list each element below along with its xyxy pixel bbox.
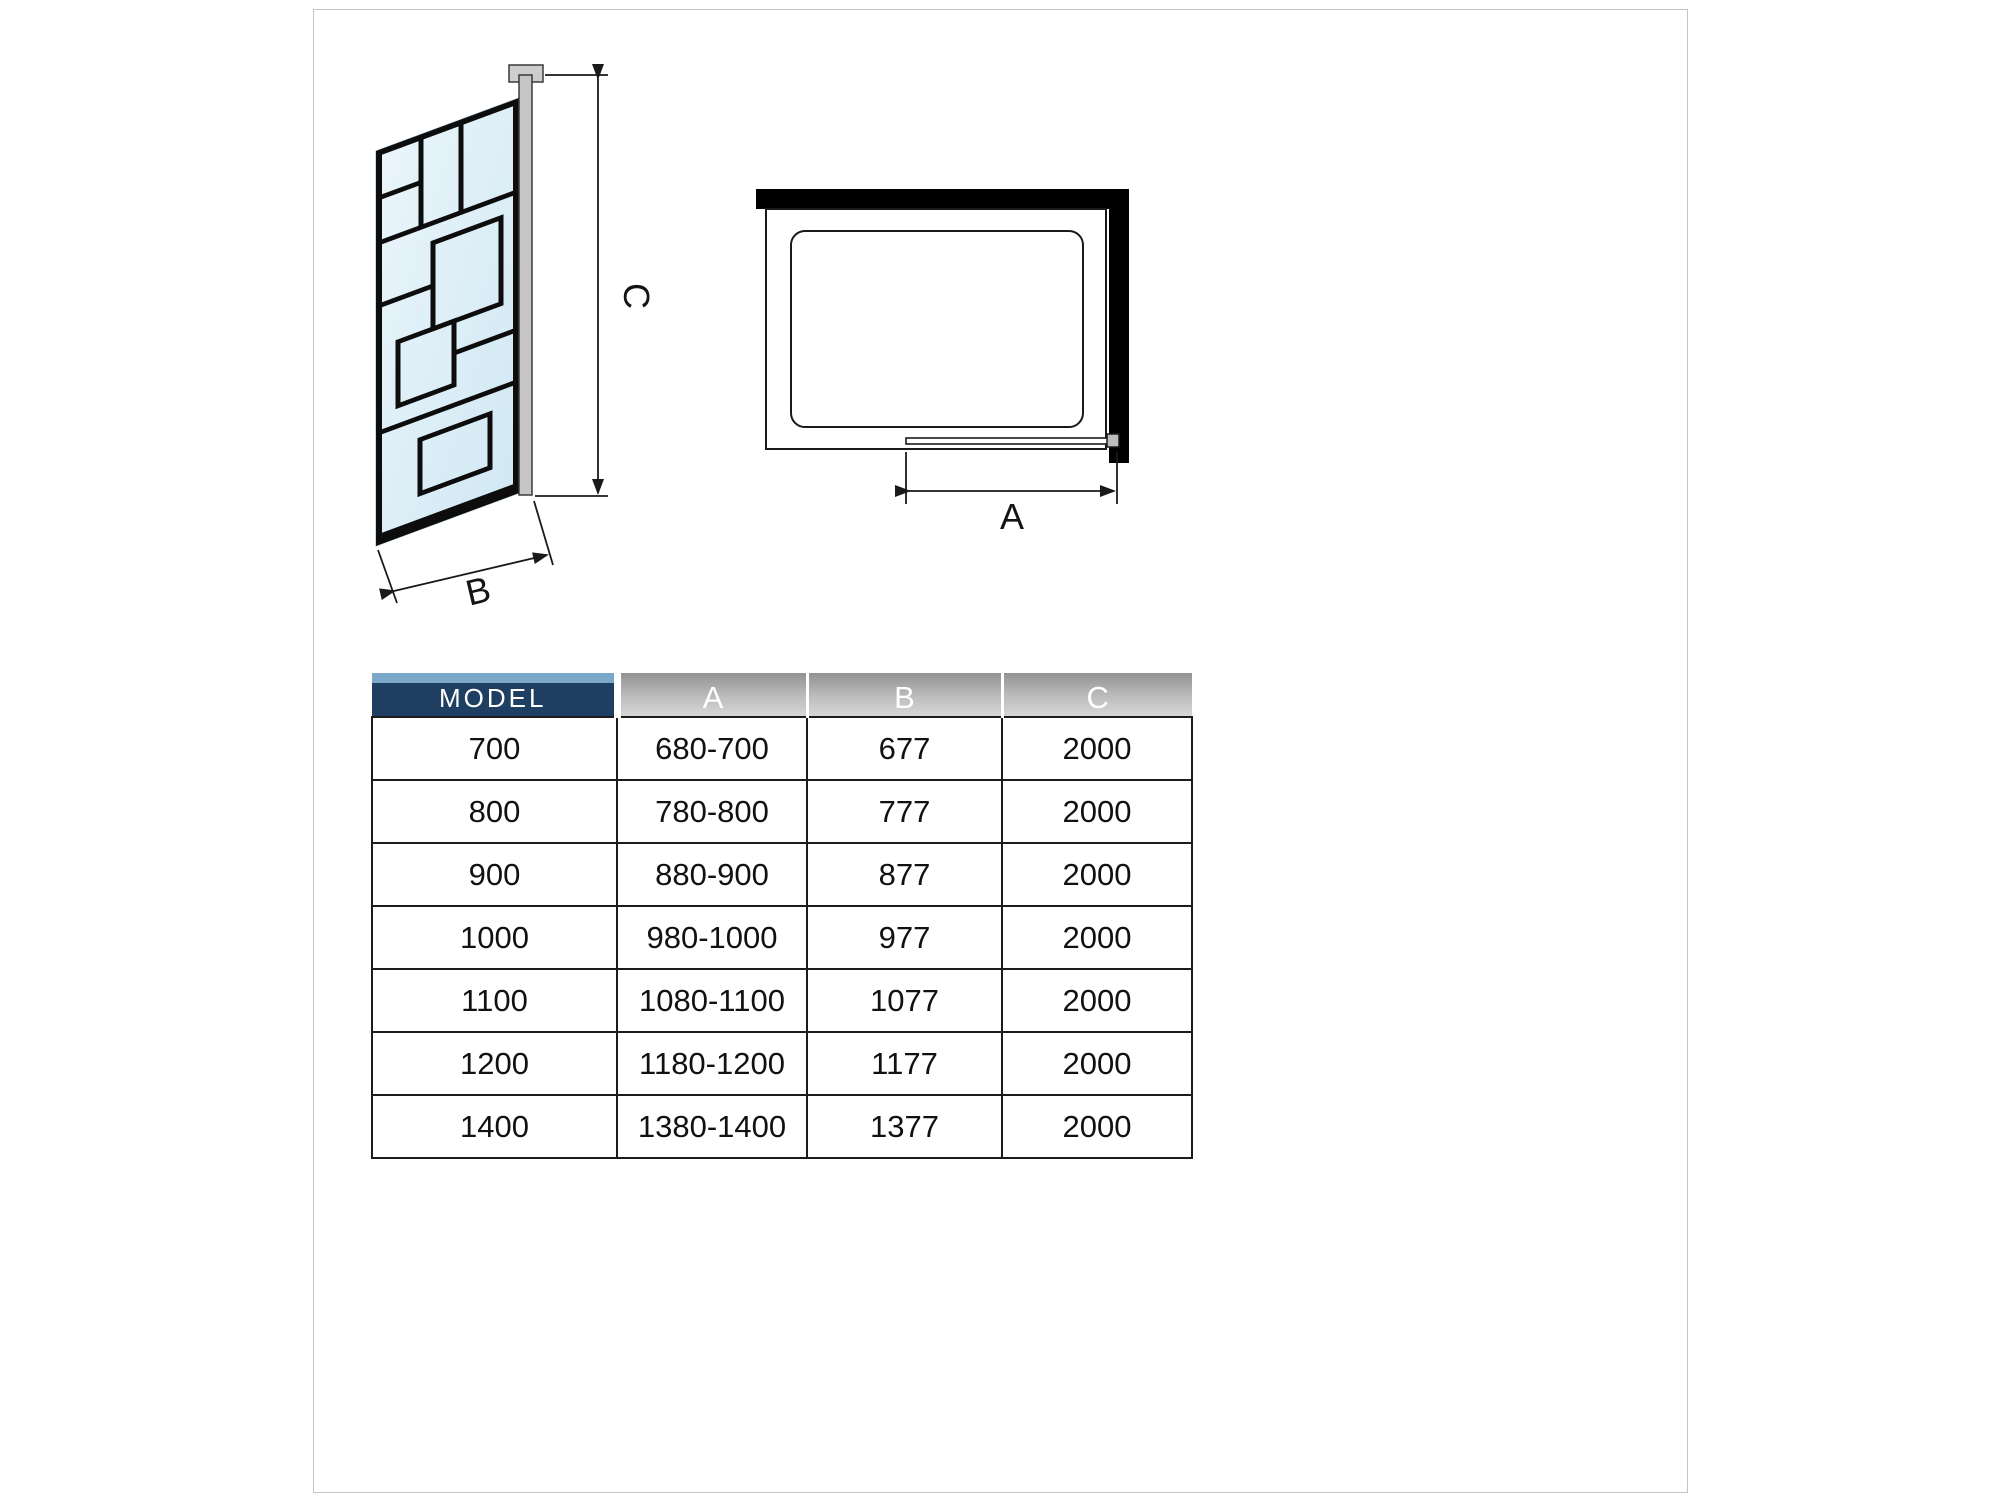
table-row: [372, 843, 1192, 906]
product-spec-sheet: [313, 9, 1688, 1493]
cell-model: 1100: [372, 969, 617, 1032]
shower-tray-outer: [766, 209, 1106, 449]
cell-model: 700: [372, 717, 617, 780]
cell-model: 1400: [372, 1095, 617, 1158]
header-col-b: B: [807, 673, 1002, 717]
header-model: MODEL: [372, 673, 617, 717]
cell-a: 1080-1100: [617, 969, 807, 1032]
table-header-row: [372, 673, 1192, 717]
cell-c: 2000: [1002, 969, 1192, 1032]
glass-panel: [376, 98, 519, 546]
table-row: [372, 969, 1192, 1032]
cell-c: 2000: [1002, 1095, 1192, 1158]
cell-a: 880-900: [617, 843, 807, 906]
header-col-a: A: [617, 673, 807, 717]
cell-c: 2000: [1002, 843, 1192, 906]
cell-model: 800: [372, 780, 617, 843]
plan-view-diagram: [741, 171, 1151, 541]
cell-b: 677: [807, 717, 1002, 780]
cell-a: 1180-1200: [617, 1032, 807, 1095]
cell-b: 877: [807, 843, 1002, 906]
dim-label-b: B: [461, 568, 495, 614]
front-view-diagram: [361, 51, 661, 621]
table-row: [372, 780, 1192, 843]
cell-model: 1200: [372, 1032, 617, 1095]
table-row: [372, 1032, 1192, 1095]
table-row: [372, 1095, 1192, 1158]
dim-label-a: A: [999, 496, 1025, 537]
cell-c: 2000: [1002, 906, 1192, 969]
cell-b: 777: [807, 780, 1002, 843]
dim-label-c: C: [616, 283, 657, 309]
cell-c: 2000: [1002, 717, 1192, 780]
cell-a: 1380-1400: [617, 1095, 807, 1158]
cell-a: 780-800: [617, 780, 807, 843]
glass-plan-line: [906, 438, 1109, 444]
cell-a: 680-700: [617, 717, 807, 780]
table-row: [372, 717, 1192, 780]
cell-c: 2000: [1002, 1032, 1192, 1095]
table-row: [372, 906, 1192, 969]
cell-a: 980-1000: [617, 906, 807, 969]
cell-b: 1377: [807, 1095, 1002, 1158]
cell-b: 1177: [807, 1032, 1002, 1095]
cell-model: 1000: [372, 906, 617, 969]
wall-connector: [1107, 434, 1119, 447]
profile-bar: [519, 75, 532, 495]
dim-c: [535, 75, 608, 496]
header-col-c: C: [1002, 673, 1192, 717]
cell-c: 2000: [1002, 780, 1192, 843]
wall-top: [756, 189, 1129, 209]
size-table: [371, 673, 1193, 1159]
cell-model: 900: [372, 843, 617, 906]
cell-b: 977: [807, 906, 1002, 969]
wall-right: [1109, 209, 1129, 463]
cell-b: 1077: [807, 969, 1002, 1032]
